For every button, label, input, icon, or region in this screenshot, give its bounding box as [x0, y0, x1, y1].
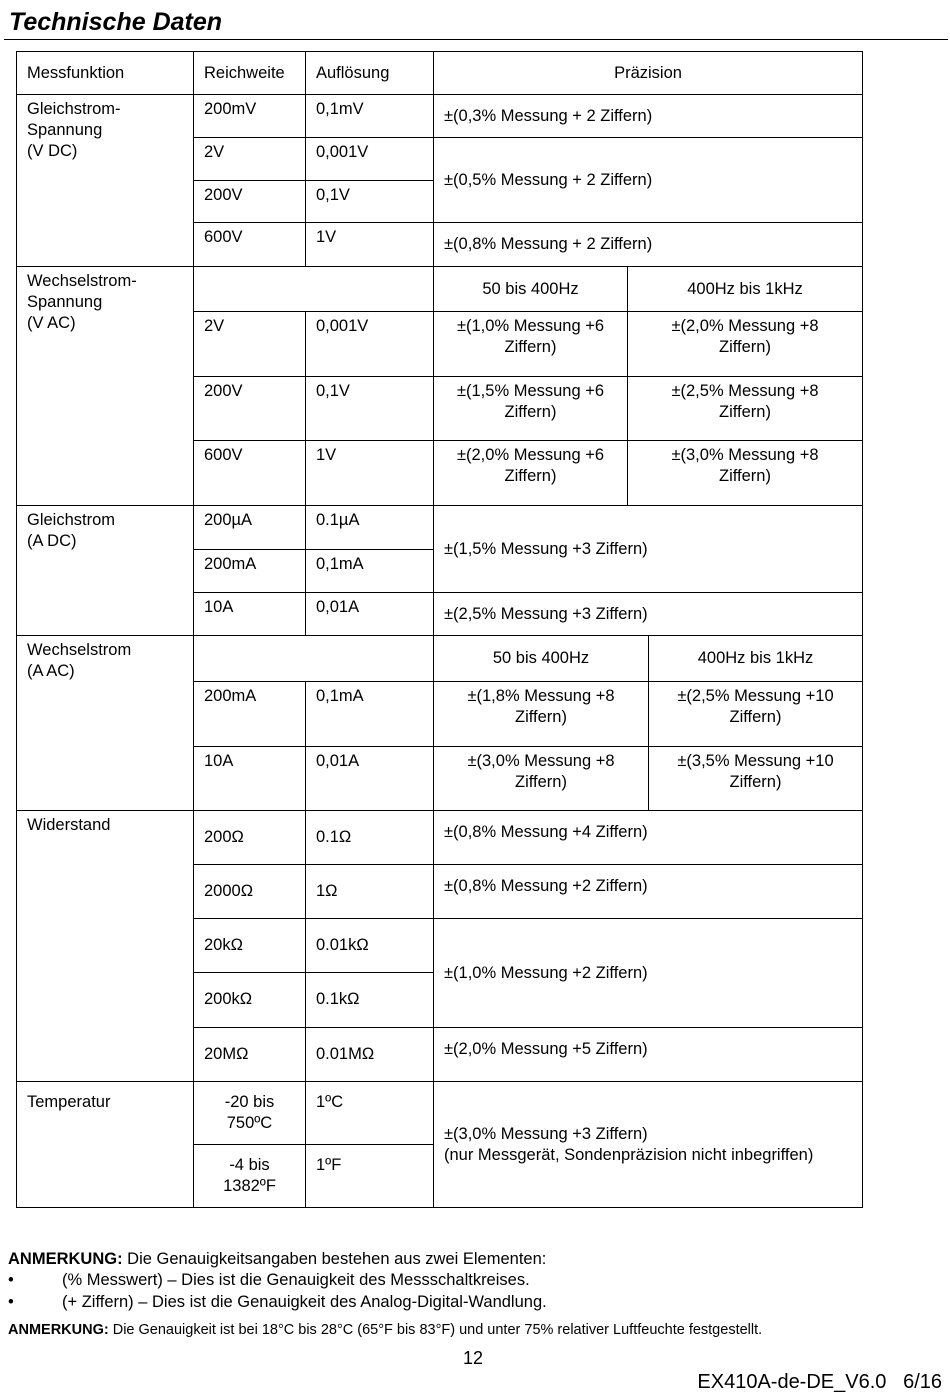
range-cell: 200mA [193, 549, 306, 593]
function-resistance: Widerstand [16, 810, 194, 1082]
resolution-cell: 1Ω [305, 864, 434, 919]
range-cell: 200mA [193, 681, 306, 747]
resolution-cell: 0,1mA [305, 549, 434, 593]
resolution-cell: 0.1kΩ [305, 972, 434, 1028]
function-vac: Wechselstrom- Spannung (V AC) [16, 266, 194, 506]
header-function: Messfunktion [16, 51, 194, 95]
note-1 [8, 1249, 546, 1270]
resolution-cell: 0.1µA [305, 505, 434, 550]
document-id: EX410A-de-DE_V6.0 6/16 [697, 1371, 942, 1393]
resolution-cell: 0,01A [305, 746, 434, 811]
accuracy-cell: ±(0,8% Messung + 2 Ziffern) [433, 222, 863, 267]
function-adc: Gleichstrom (A DC) [16, 505, 194, 636]
accuracy-low-cell: ±(1,0% Messung +6 Ziffern) [433, 311, 628, 377]
resolution-cell: 0.1Ω [305, 810, 434, 865]
resolution-cell: 0,001V [305, 137, 434, 181]
header-resolution: Auflösung [305, 51, 434, 95]
resolution-cell: 1V [305, 440, 434, 506]
range-cell: 10A [193, 592, 306, 636]
function-temperature: Temperatur [16, 1081, 194, 1208]
blank-cell [193, 266, 434, 312]
resolution-cell: 0,1V [305, 180, 434, 223]
page-number: 12 [463, 1348, 484, 1368]
accuracy-cell: ±(0,8% Messung +2 Ziffern) [433, 864, 863, 919]
resolution-cell: 1V [305, 222, 434, 267]
freq-high-header: 400Hz bis 1kHz [627, 266, 863, 312]
header-accuracy: Präzision [433, 51, 863, 95]
accuracy-low-cell: ±(1,8% Messung +8 Ziffern) [433, 681, 649, 747]
resolution-cell: 1ºF [305, 1144, 434, 1208]
accuracy-low-cell: ±(3,0% Messung +8 Ziffern) [433, 746, 649, 811]
blank-cell [193, 635, 434, 682]
page-title: Technische Daten [9, 8, 223, 36]
bullet-item: (+ Ziffern) – Dies ist die Genauigkeit des Analog-Digital-Wandlung. [62, 1293, 547, 1311]
header-range: Reichweite [193, 51, 306, 95]
freq-high-header: 400Hz bis 1kHz [648, 635, 863, 682]
range-cell: -20 bis 750ºC [193, 1081, 306, 1145]
accuracy-high-cell: ±(3,0% Messung +8 Ziffern) [627, 440, 863, 506]
accuracy-cell: ±(0,3% Messung + 2 Ziffern) [433, 94, 863, 138]
bullet-icon: • [8, 1271, 14, 1289]
note-text: Die Genauigkeit ist bei 18°C bis 28°C (65°F bis 83°F) und unter 75% relativer Luftfeuchte festgestellt. [108, 1322, 763, 1338]
freq-low-header: 50 bis 400Hz [433, 266, 628, 312]
accuracy-cell: ±(0,5% Messung + 2 Ziffern) [433, 137, 863, 223]
resolution-cell: 1ºC [305, 1081, 434, 1145]
accuracy-cell: ±(0,8% Messung +4 Ziffern) [433, 810, 863, 865]
note-text: Die Genauigkeitsangaben bestehen aus zwei Elementen: [122, 1250, 547, 1268]
bullet-item: (% Messwert) – Dies ist die Genauigkeit des Messschaltkreises. [62, 1271, 530, 1289]
function-aac: Wechselstrom (A AC) [16, 635, 194, 811]
function-vdc: Gleichstrom- Spannung (V DC) [16, 94, 194, 267]
accuracy-high-cell: ±(2,5% Messung +10 Ziffern) [648, 681, 863, 747]
range-cell: 200mV [193, 94, 306, 138]
range-cell: 2V [193, 137, 306, 181]
range-cell: 600V [193, 440, 306, 506]
resolution-cell: 0,1V [305, 376, 434, 441]
accuracy-high-cell: ±(3,5% Messung +10 Ziffern) [648, 746, 863, 811]
resolution-cell: 0.01kΩ [305, 918, 434, 973]
range-cell: 200kΩ [193, 972, 306, 1028]
accuracy-cell: ±(2,5% Messung +3 Ziffern) [433, 592, 863, 636]
resolution-cell: 0.01MΩ [305, 1027, 434, 1082]
resolution-cell: 0,01A [305, 592, 434, 636]
accuracy-cell: ±(1,5% Messung +3 Ziffern) [433, 505, 863, 593]
bullet-icon: • [8, 1293, 14, 1311]
note-label: ANMERKUNG: [8, 1250, 123, 1268]
freq-low-header: 50 bis 400Hz [433, 635, 649, 682]
note-label: ANMERKUNG: [8, 1322, 109, 1338]
accuracy-cell: ±(1,0% Messung +2 Ziffern) [433, 918, 863, 1028]
range-cell: 200V [193, 180, 306, 223]
title-divider [4, 39, 948, 40]
range-cell: 200V [193, 376, 306, 441]
range-cell: 200µA [193, 505, 306, 550]
resolution-cell: 0,1mA [305, 681, 434, 747]
accuracy-low-cell: ±(2,0% Messung +6 Ziffern) [433, 440, 628, 506]
range-cell: -4 bis 1382ºF [193, 1144, 306, 1208]
range-cell: 200Ω [193, 810, 306, 865]
accuracy-high-cell: ±(2,5% Messung +8 Ziffern) [627, 376, 863, 441]
range-cell: 20MΩ [193, 1027, 306, 1082]
range-cell: 2V [193, 311, 306, 377]
accuracy-cell: ±(3,0% Messung +3 Ziffern) (nur Messgerät, Sondenpräzision nicht inbegriffen) [433, 1081, 863, 1208]
range-cell: 600V [193, 222, 306, 267]
range-cell: 2000Ω [193, 864, 306, 919]
resolution-cell: 0,001V [305, 311, 434, 377]
note-2 [8, 1320, 762, 1341]
accuracy-low-cell: ±(1,5% Messung +6 Ziffern) [433, 376, 628, 441]
range-cell: 10A [193, 746, 306, 811]
accuracy-cell: ±(2,0% Messung +5 Ziffern) [433, 1027, 863, 1082]
range-cell: 20kΩ [193, 918, 306, 973]
resolution-cell: 0,1mV [305, 94, 434, 138]
accuracy-high-cell: ±(2,0% Messung +8 Ziffern) [627, 311, 863, 377]
